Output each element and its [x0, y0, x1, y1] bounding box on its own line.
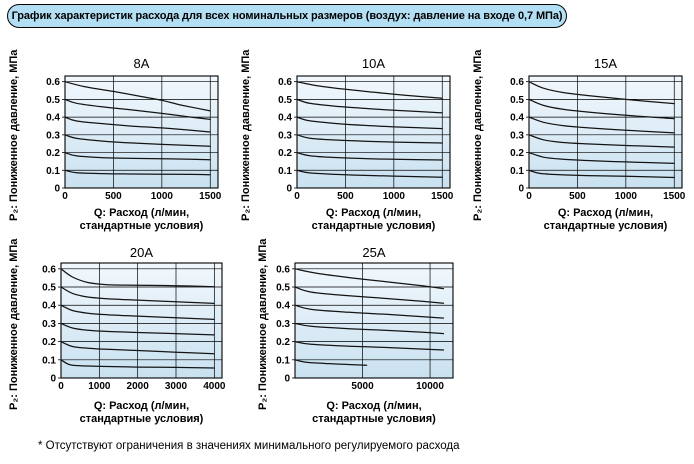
x-axis-label-line1: Q: Расход (л/мин, [325, 207, 422, 219]
plot-area-10a [267, 74, 454, 202]
y-tick-label: 0.4 [42, 300, 56, 312]
x-tick-label: 500 [105, 191, 122, 202]
x-axis-label-line1: Q: Расход (л/мин, [557, 207, 654, 219]
y-tick-label: 0 [284, 373, 290, 385]
y-tick-label: 0.6 [510, 77, 524, 89]
x-axis-label-line2: стандартные условия) [311, 220, 436, 232]
title-banner [7, 4, 567, 28]
plot-area-8a [35, 74, 222, 202]
y-tick-label: 0 [54, 183, 60, 195]
y-tick-label: 0.6 [42, 264, 56, 276]
x-tick-label: 5000 [351, 381, 374, 392]
y-tick-label: 0.2 [510, 148, 524, 160]
y-tick-label: 0.5 [46, 94, 60, 106]
y-tick-label: 0.2 [42, 337, 56, 349]
y-tick-label: 0.3 [42, 318, 56, 330]
chart-title-15a: 15A [593, 56, 618, 71]
y-tick-label: 0.1 [46, 165, 60, 177]
chart-title-20a: 20A [129, 245, 154, 260]
x-tick-label: 1000 [382, 191, 405, 202]
y-axis-label: P₂: Пониженное давление, МПа [8, 238, 20, 410]
y-tick-label: 0.1 [276, 355, 290, 367]
y-tick-label: 0.6 [46, 77, 60, 89]
x-axis-label [499, 207, 694, 233]
x-tick-label: 0 [294, 191, 300, 202]
plot-area-15a [499, 74, 686, 202]
x-tick-labels [351, 381, 444, 392]
x-tick-label: 1500 [199, 191, 222, 202]
x-tick-label: 2000 [126, 381, 149, 392]
y-axis-label: P₂: Пониженное давление, МПа [8, 49, 20, 221]
y-tick-labels [42, 264, 56, 384]
plot-area-25a [265, 261, 459, 392]
x-tick-label: 0 [526, 191, 532, 202]
chart-8a [2, 45, 252, 245]
y-tick-label: 0.4 [510, 112, 524, 124]
y-tick-label: 0 [518, 183, 524, 195]
x-axis-label-line2: стандартные условия) [79, 413, 204, 425]
y-tick-label: 0.4 [278, 112, 292, 124]
y-tick-label: 0.5 [276, 282, 290, 294]
y-tick-label: 0.5 [510, 94, 524, 106]
x-tick-label: 500 [569, 191, 586, 202]
y-tick-label: 0.1 [42, 355, 56, 367]
y-tick-labels [278, 77, 292, 194]
y-tick-labels [276, 264, 290, 384]
chart-title-10a: 10A [361, 56, 386, 71]
x-tick-label: 0 [58, 381, 64, 392]
x-axis-label-line2: стандартные условия) [312, 413, 436, 425]
x-tick-labels [526, 191, 686, 202]
y-tick-label: 0.4 [46, 112, 60, 124]
y-tick-label: 0.5 [278, 94, 292, 106]
chart-25a [240, 240, 490, 440]
y-tick-label: 0.6 [278, 77, 292, 89]
x-tick-labels [58, 381, 226, 392]
y-tick-label: 0.2 [278, 148, 292, 160]
x-tick-label: 10000 [416, 381, 444, 392]
x-tick-label: 1500 [663, 191, 686, 202]
footnote: * Отсутствуют ограничения в значениях минимального регулируемого расхода [38, 440, 460, 452]
y-tick-label: 0.2 [276, 337, 290, 349]
x-tick-label: 1000 [614, 191, 637, 202]
y-tick-label: 0.1 [278, 165, 292, 177]
y-tick-label: 0.3 [278, 130, 292, 142]
y-tick-label: 0.6 [276, 264, 290, 276]
y-tick-label: 0.5 [42, 282, 56, 294]
y-tick-label: 0 [50, 373, 56, 385]
plot-area-20a [31, 261, 228, 392]
chart-20a [2, 240, 252, 440]
y-axis-label: P₂: Пониженное давление, МПа [257, 238, 269, 410]
chart-title-25a: 25A [362, 245, 386, 260]
x-axis-label-line1: Q: Расход (л/мин, [93, 207, 190, 219]
title-banner-text: График характеристик расхода для всех номинальных размеров (воздух: давление на входе 0,7 МПа) [11, 10, 563, 22]
x-axis-label [265, 400, 483, 426]
y-tick-labels [510, 77, 524, 194]
y-tick-label: 0.4 [276, 300, 290, 312]
y-tick-label: 0.2 [46, 148, 60, 160]
x-tick-label: 1000 [88, 381, 111, 392]
x-axis-label [31, 400, 252, 426]
y-tick-labels [46, 77, 60, 194]
x-tick-label: 3000 [164, 381, 188, 392]
chart-10a [234, 45, 484, 245]
chart-15a [466, 45, 694, 245]
plot-background [61, 263, 222, 378]
y-tick-label: 0 [286, 183, 292, 195]
x-tick-labels [62, 191, 222, 202]
x-axis-label-line1: Q: Расход (л/мин, [93, 400, 190, 412]
x-tick-label: 500 [337, 191, 354, 202]
y-tick-label: 0.3 [46, 130, 60, 142]
chart-title-8a: 8A [133, 56, 150, 71]
y-tick-label: 0.3 [276, 318, 290, 330]
x-tick-label: 0 [62, 191, 68, 202]
y-axis-label: P₂: Пониженное давление, МПа [472, 49, 484, 221]
y-tick-label: 0.3 [510, 130, 524, 142]
x-axis-label-line1: Q: Расход (л/мин, [326, 400, 422, 412]
x-axis-label [267, 207, 480, 233]
x-axis-label-line2: стандартные условия) [79, 220, 204, 232]
y-tick-label: 0.1 [510, 165, 524, 177]
x-tick-labels [294, 191, 454, 202]
plot-background [65, 76, 218, 188]
x-tick-label: 4000 [203, 381, 226, 392]
x-tick-label: 1500 [431, 191, 454, 202]
y-axis-label: P₂: Пониженное давление, МПа [240, 49, 252, 221]
x-axis-label [35, 207, 248, 233]
x-axis-label-line2: стандартные условия) [543, 220, 668, 232]
x-tick-label: 1000 [150, 191, 173, 202]
